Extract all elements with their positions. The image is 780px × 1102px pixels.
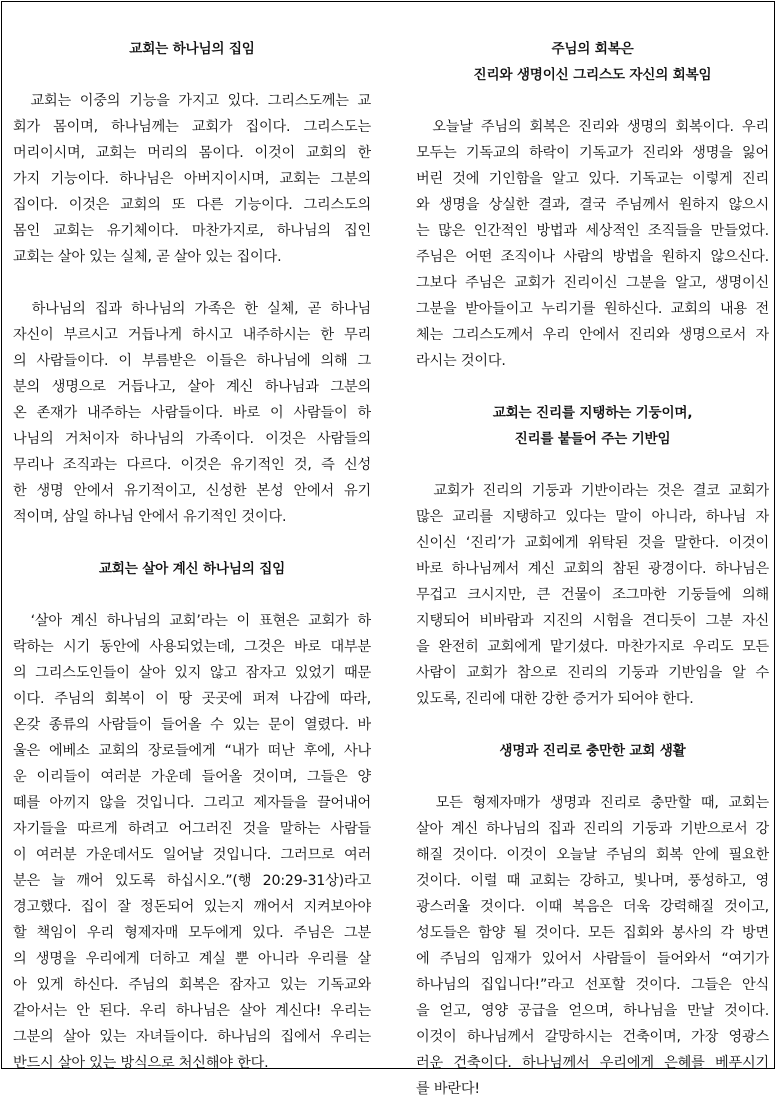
section-heading-church-house-of-god: 교회는 하나님의 집임 [129,41,255,57]
text-line: 성도들은 함양 될 것이다. 모든 집회와 봉사의 각 방면 [416,925,769,941]
document-page [1,1,775,1097]
text-line: 러운 건축이다. 하나님께서 우리에게 은혜를 베푸시기 [416,1055,769,1071]
paragraph [416,114,769,374]
paragraph [416,478,769,712]
text-line: 주님은 어떤 조직이나 사람의 방법을 원하지 않으신다. [416,249,769,265]
text-line: 집이다. 이것은 교회의 또 다른 기능이다. 그리스도의 [13,197,371,213]
text-line: 아 있게 하신다. 주님의 회복은 잠자고 있는 기독교와 [13,977,371,993]
text-line: 을 완전히 교회에게 맡기셨다. 마찬가지로 우리도 모든 [416,639,769,655]
paragraph [13,608,371,1076]
text-line: 같아서는 안 된다. 우리 하나님은 살아 계신다! 우리는 [13,1003,371,1019]
text-line: 사람이 교회가 참으로 진리의 기둥과 기반임을 알 수 [416,665,769,681]
text-line: 그분을 받아들이고 누리기를 원하신다. 교회의 내용 전 [416,301,769,317]
text-line: 버린 것에 기인함을 알고 있다. 기독교는 이렇게 진리 [416,171,769,187]
text-line: 나님의 거처이자 하나님의 가족이다. 이것은 사람들의 [13,431,371,447]
paragraph [13,88,371,270]
left-column [13,2,371,1076]
text-line: 운 이리들이 여러분 가운데 들어올 것이며, 그들은 양 [13,769,371,785]
text-line: 자신이 부르시고 거듭나게 하시고 내주하시는 한 무리 [13,327,371,343]
text-line: 교회가 진리의 기둥과 기반이라는 것은 결코 교회가 [416,483,769,499]
text-line: 의 그리스도인들이 살아 있지 않고 잠자고 있었기 때문 [13,665,371,681]
text-line: 지탱되어 비바람과 지진의 시험을 견디듯이 그분 자신 [416,613,769,629]
text-line: 이다. 주님의 회복이 이 땅 곳곳에 퍼져 나감에 따라, [13,691,371,707]
text-line: 그보다 주님은 교회가 진리이신 그분을 알고, 생명이신 [416,275,769,291]
text-line: 것이다. 이럴 때 교회는 강하고, 빛나며, 풍성하고, 영 [416,873,769,889]
text-line: 모두는 기독교의 하락이 기독교가 진리와 생명을 잃어 [416,145,769,161]
text-line: 이것이 하나님께서 갈망하시는 건축이며, 가장 영광스 [416,1029,769,1045]
text-line: 바로 하나님께서 계신 교회의 참된 광경이다. 하나님은 [416,561,769,577]
text-line: 에 주님의 임재가 있어서 사람들이 들어와서 “여기가 [416,951,769,967]
text-line: 그분의 살아 있는 자녀들이다. 하나님의 집에서 우리는 [13,1029,371,1045]
text-line: 무리나 조직과는 다르다. 이것은 유기적인 것, 즉 신성 [13,457,371,473]
section-heading-pillar-and-base: 교회는 진리를 지탱하는 기둥이며, 진리를 붙들어 주는 기반임 [492,405,693,447]
text-line: 신이신 ‘진리’가 교회에게 위탁된 것을 말한다. 이것이 [416,535,769,551]
text-line: 해질 것이다. 이것이 오늘날 주님의 회복 안에 필요한 [416,847,769,863]
text-line: 한 생명 안에서 유기적이고, 신성한 본성 안에서 유기 [13,483,371,499]
text-line: 있도록, 진리에 대한 강한 증거가 되어야 한다. [416,691,694,707]
paragraph [416,790,769,1102]
text-line: 와 생명을 상실한 결과, 결국 주님께서 원하지 않으시 [416,197,769,213]
text-line: 교회는 살아 있는 실체, 곧 살아 있는 집이다. [13,249,282,265]
text-line: 온 존재가 내주하는 사람들이다. 바로 이 사람들이 하 [13,405,371,421]
text-line: 이 여러분 가운데서도 일어날 것입니다. 그러므로 여러 [13,847,371,863]
text-line: 의 사람들이다. 이 부름받은 이들은 하나님에 의해 그 [13,353,371,369]
text-line: ‘살아 계신 하나님의 교회’라는 이 표현은 교회가 하 [13,613,371,629]
text-line: 자기들을 따르게 하려고 어그러진 것을 말하는 사람들 [13,821,371,837]
text-line: 는 많은 인간적인 방법과 세상적인 조직들을 만들었다. [416,223,769,239]
text-line: 하나님의 집입니다!”라고 선포할 것이다. 그들은 안식 [416,977,769,993]
text-line: 온갖 종류의 사람들이 들어올 수 있는 문이 열렸다. 바 [13,717,371,733]
section-heading-church-life: 생명과 진리로 충만한 교회 생활 [499,743,686,759]
text-line: 많은 교리를 지탱하고 있다는 말이 아니라, 하나님 자 [416,509,769,525]
text-line: 하나님의 집과 하나님의 가족은 한 실체, 곧 하나님 [13,301,371,317]
text-line: 락하는 시기 동안에 사용되었는데, 그것은 바로 대부분 [13,639,371,655]
text-line: 머리이시며, 교회는 머리의 몸이다. 이것이 교회의 한 [13,145,371,161]
text-line: 반드시 살아 있는 방식으로 처신해야 한다. [13,1055,269,1071]
text-line: 회가 몸이며, 하나님께는 교회가 집이다. 그리스도는 [13,119,371,135]
text-line: 의 생명을 우리에게 더하고 계실 뿐 아니라 우리를 살 [13,951,371,967]
text-line: 체는 그리스도께서 우리 안에서 진리와 생명으로서 자 [416,327,769,343]
text-line: 을 얻고, 영양 공급을 얻으며, 하나님을 만날 것이다. [416,1003,769,1019]
text-line: 살아 계신 하나님의 집과 진리의 기둥과 기반으로서 강 [416,821,769,837]
text-line: 분의 생명으로 거듭나고, 살아 계신 하나님과 그분의 [13,379,371,395]
text-line: 가지 기능이다. 하나님은 아버지이시며, 교회는 그분의 [13,171,371,187]
text-line: 경고했다. 집이 잘 정돈되어 있는지 깨어서 지켜보아야 [13,899,371,915]
text-line: 적이며, 삼일 하나님 안에서 유기적인 것이다. [13,509,287,525]
text-line: 할 책임이 우리 형제자매 모두에게 있다. 주님은 그분 [13,925,371,941]
section-heading-lords-recovery: 주님의 회복은 진리와 생명이신 그리스도 자신의 회복임 [473,41,712,83]
text-line: 몸인 교회는 유기체이다. 마찬가지로, 하나님의 집인 [13,223,371,239]
text-line: 광스러울 것이다. 이때 복음은 더욱 강력해질 것이고, [416,899,769,915]
text-line: 를 바란다! [416,1081,480,1097]
text-line: 교회는 이중의 기능을 가지고 있다. 그리스도께는 교 [13,93,371,109]
text-line: 라시는 것이다. [416,353,506,369]
section-heading-living-god-house: 교회는 살아 계신 하나님의 집임 [98,561,286,577]
right-column [416,2,769,1102]
text-line: 오늘날 주님의 회복은 진리와 생명의 회복이다. 우리 [416,119,769,135]
text-line: 분은 늘 깨어 있도록 하십시오.”(행 20:29-31상)라고 [13,873,371,889]
paragraph [13,296,371,530]
text-line: 울은 에베소 교회의 장로들에게 “내가 떠난 후에, 사나 [13,743,371,759]
text-line: 무겁고 크시지만, 큰 건물이 조그마한 기둥들에 의해 [416,587,769,603]
text-line: 모든 형제자매가 생명과 진리로 충만할 때, 교회는 [416,795,769,811]
text-line: 떼를 아끼지 않을 것입니다. 그리고 제자들을 끌어내어 [13,795,371,811]
